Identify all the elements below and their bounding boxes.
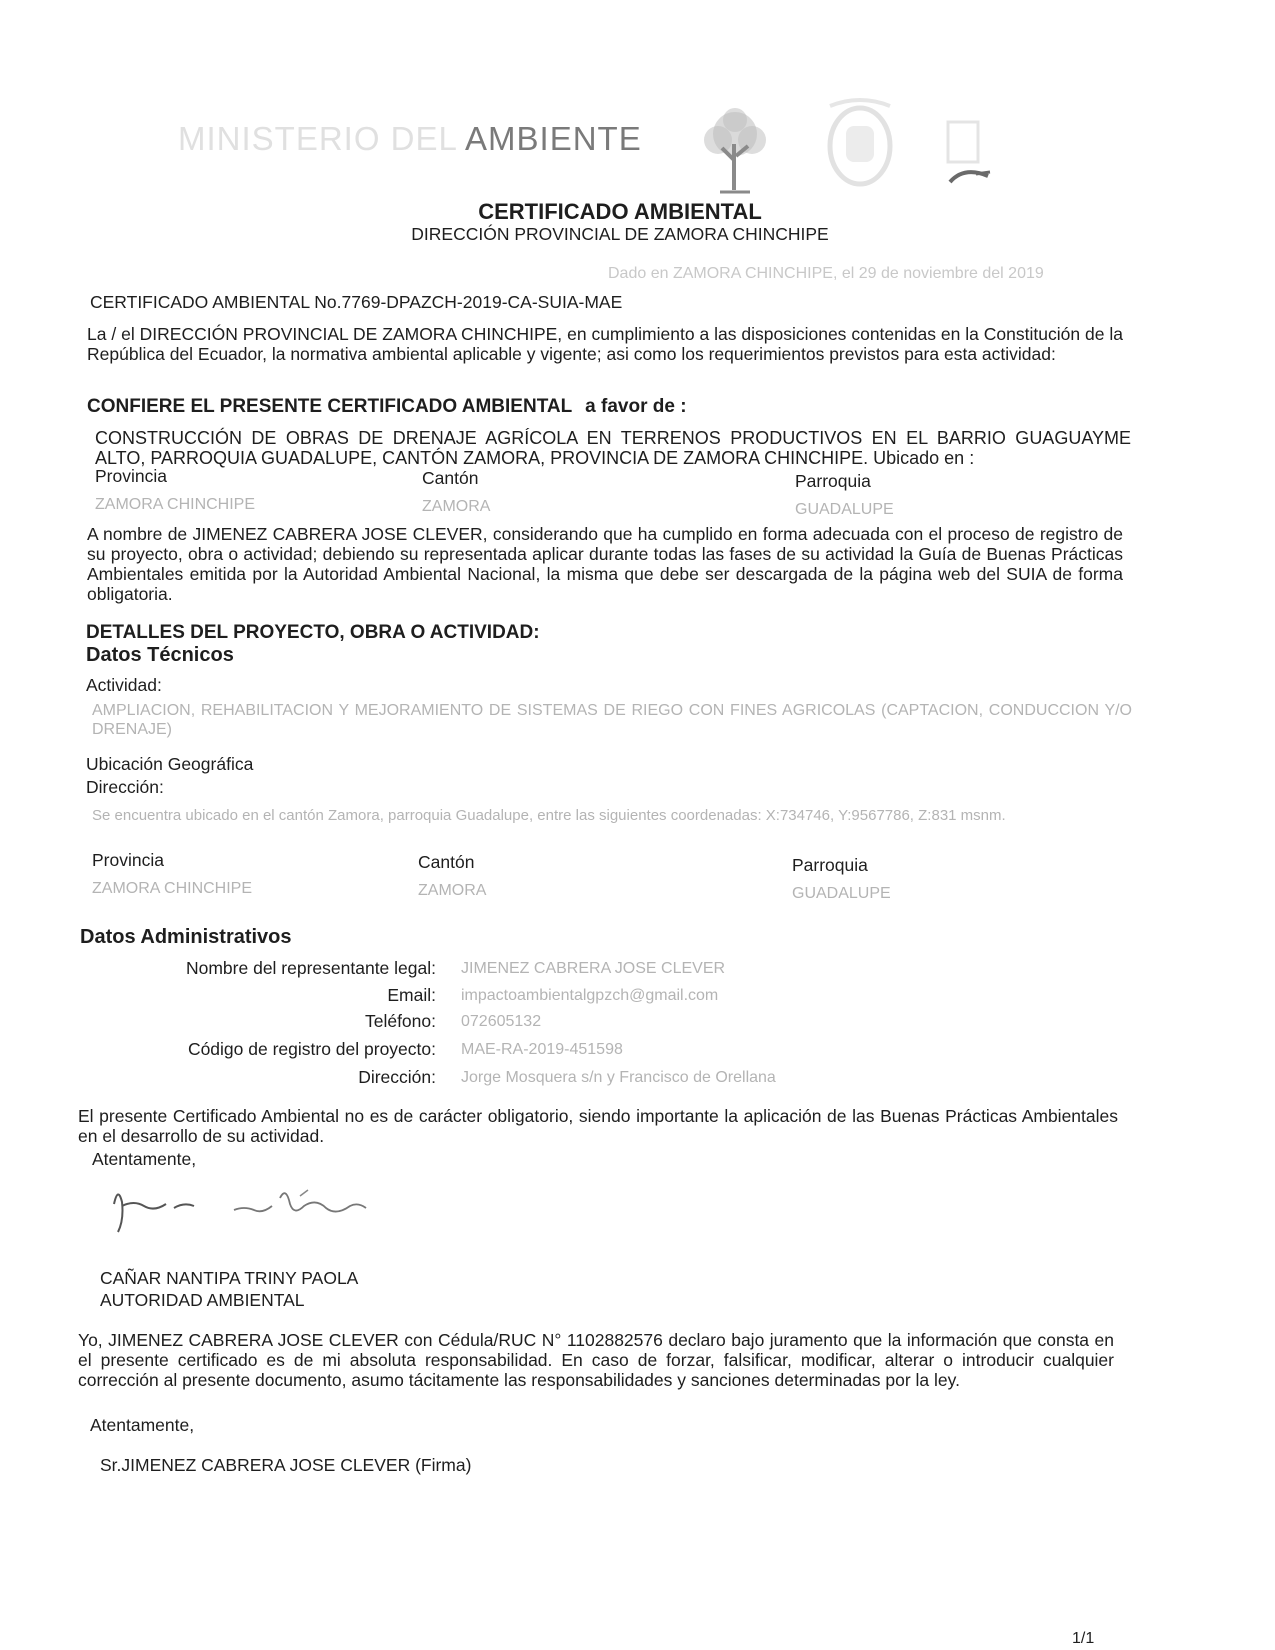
declaration-paragraph: Yo, JIMENEZ CABRERA JOSE CLEVER con Cédula/RUC N° 1102882576 declaro bajo juramento que la información que consta en el presente certificado es de mi absoluta responsabilidad. En caso de forzar, falsificar, modificar, alterar o introducir cualquier corrección al presente documento, asumo tácitamente las responsabilidades y sanciones determinadas por la ley.: [78, 1330, 1114, 1390]
signature-scribble: [104, 1176, 384, 1236]
admin-row-label: Teléfono:: [364, 1011, 436, 1031]
confiere-suffix-text: a favor de :: [585, 396, 687, 417]
atentamente-1: Atentamente,: [92, 1149, 197, 1169]
signatory-name: CAÑAR NANTIPA TRINY PAOLA: [100, 1268, 359, 1288]
coat-of-arms-icon: [820, 96, 900, 192]
date-line: Dado en ZAMORA CHINCHIPE, el 29 de noviembre del 2019: [608, 265, 1044, 282]
details-heading: DETALLES DEL PROYECTO, OBRA O ACTIVIDAD:: [86, 622, 540, 643]
tech-data-heading: Datos Técnicos: [86, 644, 234, 666]
closing-paragraph: El presente Certificado Ambiental no es de carácter obligatorio, siendo importante la aplicación de las Buenas Prácticas Ambientales en el desarrollo de su actividad.: [78, 1106, 1118, 1146]
admin-heading: Datos Administrativos: [80, 926, 292, 948]
page-number: 1/1: [1072, 1630, 1095, 1647]
atentamente-2: Atentamente,: [90, 1415, 195, 1435]
provincia-value-2: ZAMORA CHINCHIPE: [92, 880, 253, 897]
admin-row-label: Email:: [387, 985, 436, 1005]
ministry-logo-text: [178, 120, 642, 158]
canton-label: Cantón: [422, 468, 479, 488]
actividad-value: AMPLIACION, REHABILITACION Y MEJORAMIENTO DE SISTEMAS DE RIEGO CON FINES AGRICOLAS (CAPTACION, CONDUCCION Y/O DRENAJE): [92, 702, 1132, 738]
admin-row-value: 072605132: [461, 1013, 542, 1030]
parroquia-label: Parroquia: [795, 471, 871, 491]
direccion-label: Dirección:: [86, 777, 164, 797]
admin-row-value: Jorge Mosquera s/n y Francisco de Orellana: [461, 1069, 776, 1086]
project-description: CONSTRUCCIÓN DE OBRAS DE DRENAJE AGRÍCOLA EN TERRENOS PRODUCTIVOS EN EL BARRIO GUAGUAYME ALTO, PARROQUIA GUADALUPE, CANTÓN ZAMORA, PROVINCIA DE ZAMORA CHINCHIPE. Ubicado en :: [95, 428, 1131, 468]
canton-label-2: Cantón: [418, 852, 475, 872]
confiere-heading: [87, 396, 687, 418]
admin-row-label: Dirección:: [358, 1067, 436, 1087]
ubicacion-label: Ubicación Geográfica: [86, 754, 254, 774]
admin-row-label: Código de registro del proyecto:: [187, 1039, 436, 1059]
confiere-heading-text: CONFIERE EL PRESENTE CERTIFICADO AMBIENTAL: [87, 396, 572, 417]
nombre-paragraph: A nombre de JIMENEZ CABRERA JOSE CLEVER, considerando que ha cumplido en forma adecuada con el proceso de registro de su proyecto, obra o actividad; debiendo su representada aplicar durante todas las fases de su actividad la Guía de Buenas Prácticas Ambientales emitida por la Autoridad Ambiental Nacional, la misma que debe ser descargada de la página web del SUIA de forma obligatoria.: [87, 524, 1123, 604]
parroquia-value: GUADALUPE: [795, 501, 894, 518]
signatory-role: AUTORIDAD AMBIENTAL: [100, 1290, 305, 1310]
canton-value-2: ZAMORA: [418, 882, 487, 899]
admin-row-value: impactoambientalgpzch@gmail.com: [461, 987, 719, 1004]
document-title: CERTIFICADO AMBIENTAL: [478, 199, 762, 224]
provincia-value: ZAMORA CHINCHIPE: [95, 496, 256, 513]
canton-value: ZAMORA: [422, 498, 491, 515]
parroquia-label-2: Parroquia: [792, 855, 868, 875]
certificate-number: CERTIFICADO AMBIENTAL No.7769-DPAZCH-2019-CA-SUIA-MAE: [90, 292, 623, 312]
admin-row-label: Nombre del representante legal:: [185, 958, 436, 978]
provincia-label-2: Provincia: [92, 850, 164, 870]
tree-logo-icon: [690, 104, 780, 198]
actividad-label: Actividad:: [86, 675, 162, 695]
admin-row-value: MAE-RA-2019-451598: [461, 1041, 623, 1058]
document-subtitle: DIRECCIÓN PROVINCIAL DE ZAMORA CHINCHIPE: [411, 224, 829, 244]
govt-emblem-icon: [930, 104, 1000, 194]
admin-row-value: JIMENEZ CABRERA JOSE CLEVER: [461, 960, 726, 977]
direccion-value: Se encuentra ubicado en el cantón Zamora, parroquia Guadalupe, entre las siguientes coordenadas: X:734746, Y:9567786, Z:831 msnm.: [92, 807, 1006, 824]
firma-line: Sr.JIMENEZ CABRERA JOSE CLEVER (Firma): [100, 1455, 472, 1475]
parroquia-value-2: GUADALUPE: [792, 885, 891, 902]
ministry-faded-text: MINISTERIO DEL: [178, 120, 457, 157]
ministry-strong-text: AMBIENTE: [465, 120, 642, 157]
intro-paragraph: La / el DIRECCIÓN PROVINCIAL DE ZAMORA CHINCHIPE, en cumplimiento a las disposiciones contenidas en la Constitución de la República del Ecuador, la normativa ambiental aplicable y vigente; asi como los requerimientos previstos para esta actividad:: [87, 324, 1123, 364]
provincia-label: Provincia: [95, 466, 167, 486]
